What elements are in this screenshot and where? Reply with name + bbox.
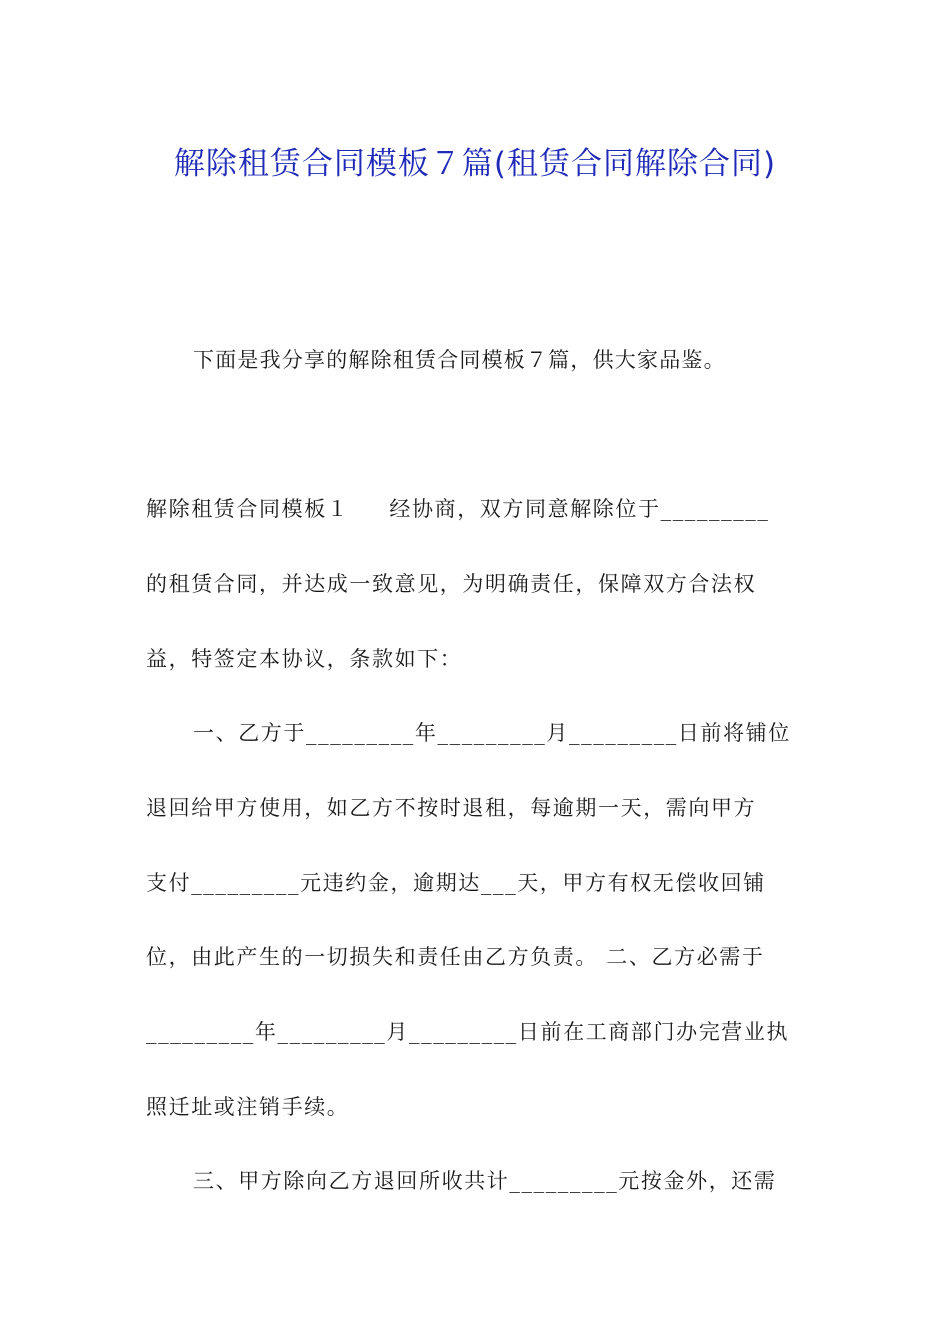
paragraph-line: _________年_________月_________日前在工商部门办完营业执 xyxy=(146,1020,790,1044)
paragraph-line: 照迁址或注销手续。 xyxy=(146,1095,350,1119)
paragraph-text: 经协商，双方同意解除位于_________ xyxy=(389,497,770,521)
paragraph-line: 支付_________元违约金，逾期达___天，甲方有权无偿收回铺 xyxy=(146,871,766,895)
clause-line: 一、乙方于_________年_________月_________日前将铺位 xyxy=(193,721,791,745)
document-title: 解除租赁合同模板７篇(租赁合同解除合同) xyxy=(173,146,777,182)
paragraph-line: 退回给甲方使用，如乙方不按时退租，每逾期一天，需向甲方 xyxy=(146,796,757,820)
paragraph-line: 位，由此产生的一切损失和责任由乙方负责。 二、乙方必需于 xyxy=(146,945,765,969)
section-heading: 解除租赁合同模板１ xyxy=(146,497,350,521)
paragraph-line: 的租赁合同，并达成一致意见，为明确责任，保障双方合法权 xyxy=(146,572,757,596)
paragraph-line xyxy=(146,489,810,529)
clause-line: 三、甲方除向乙方退回所收共计_________元按金外，还需 xyxy=(193,1169,777,1193)
paragraph-line: 益，特签定本协议，条款如下： xyxy=(146,647,463,671)
intro-paragraph: 下面是我分享的解除租赁合同模板７篇，供大家品鉴。 xyxy=(193,348,726,372)
